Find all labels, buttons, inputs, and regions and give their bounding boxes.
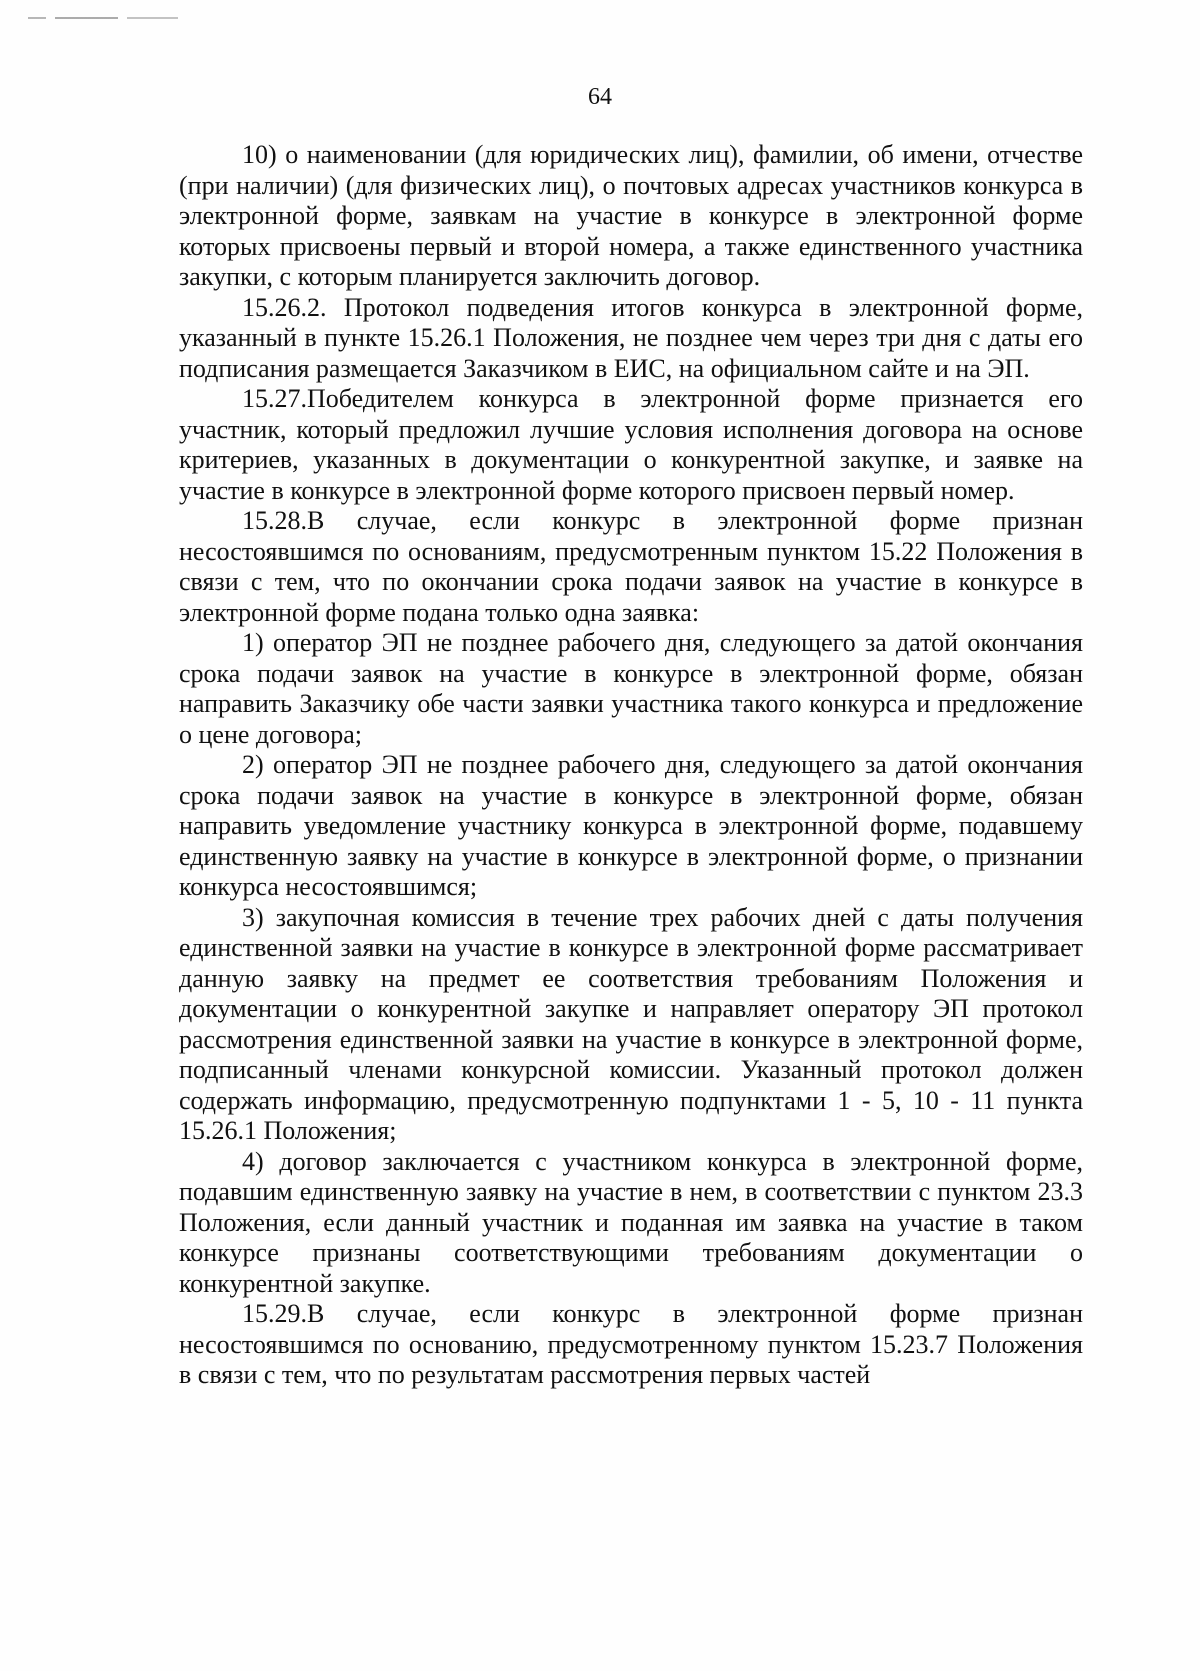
paragraph-15-28: 15.28.В случае, если конкурс в электронной форме признан несостоявшимся по основаниям, предусмотренным пунктом 15.22 Положения в связи с тем, что по окончании срока подачи заявок на участие в конкурсе в электронной форме подана только одна заявка:: [179, 506, 1083, 627]
paragraph-15-28-item-1: 1) оператор ЭП не позднее рабочего дня, следующего за датой окончания срока подачи заявок на участие в конкурсе в электронной форме, обязан направить Заказчику обе части заявки участника такого конкурса и предложение о цене договора;: [179, 628, 1083, 749]
paragraph-15-28-item-3: 3) закупочная комиссия в течение трех рабочих дней с даты получения единственной заявки на участие в конкурсе в электронной форме рассматривает данную заявку на предмет ее соответствия требованиям Положения и документации о конкурентной закупке и направляет оператору ЭП протокол рассмотрения единственной заявки на участие в конкурсе в электронной форме, подписанный членами конкурсной комиссии. Указанный протокол должен содержать информацию, предусмотренную подпунктами 1 - 5, 10 - 11 пункта 15.26.1 Положения;: [179, 902, 1083, 1145]
paragraph-15-27: 15.27.Победителем конкурса в электронной форме признается его участник, который предложил лучшие условия исполнения договора на основе критериев, указанных в документации о конкурентной закупке, и заявке на участие в конкурсе в электронной форме которого присвоен первый номер.: [179, 384, 1083, 505]
document-body: [179, 140, 1083, 1391]
paragraph-item-10: 10) о наименовании (для юридических лиц), фамилии, об имени, отчестве (при наличии) (для физических лиц), о почтовых адресах участников конкурса в электронной форме, заявкам на участие в конкурсе в электронной форме которых присвоены первый и второй номера, а также единственного участника закупки, с которым планируется заключить договор.: [179, 140, 1083, 291]
paragraph-15-26-2: 15.26.2. Протокол подведения итогов конкурса в электронной форме, указанный в пункте 15.26.1 Положения, не позднее чем через три дня с даты его подписания размещается Заказчиком в ЕИС, на официальном сайте и на ЭП.: [179, 292, 1083, 383]
paragraph-15-28-item-2: 2) оператор ЭП не позднее рабочего дня, следующего за датой окончания срока подачи заявок на участие в конкурсе в электронной форме, обязан направить уведомление участнику конкурса в электронной форме, подавшему единственную заявку на участие в конкурсе в электронной форме, о признании конкурса несостоявшимся;: [179, 750, 1083, 901]
paragraph-15-29: 15.29.В случае, если конкурс в электронной форме признан несостоявшимся по основанию, предусмотренному пунктом 15.23.7 Положения в связи с тем, что по результатам рассмотрения первых частей: [179, 1299, 1083, 1389]
paragraph-15-28-item-4: 4) договор заключается с участником конкурса в электронной форме, подавшим единственную заявку на участие в нем, в соответствии с пунктом 23.3 Положения, если данный участник и поданная им заявка на участие в таком конкурсе признаны соответствующими требованиям документации о конкурентной закупке.: [179, 1146, 1083, 1298]
page-number: 64: [588, 84, 612, 110]
scan-artifact: [28, 17, 178, 19]
